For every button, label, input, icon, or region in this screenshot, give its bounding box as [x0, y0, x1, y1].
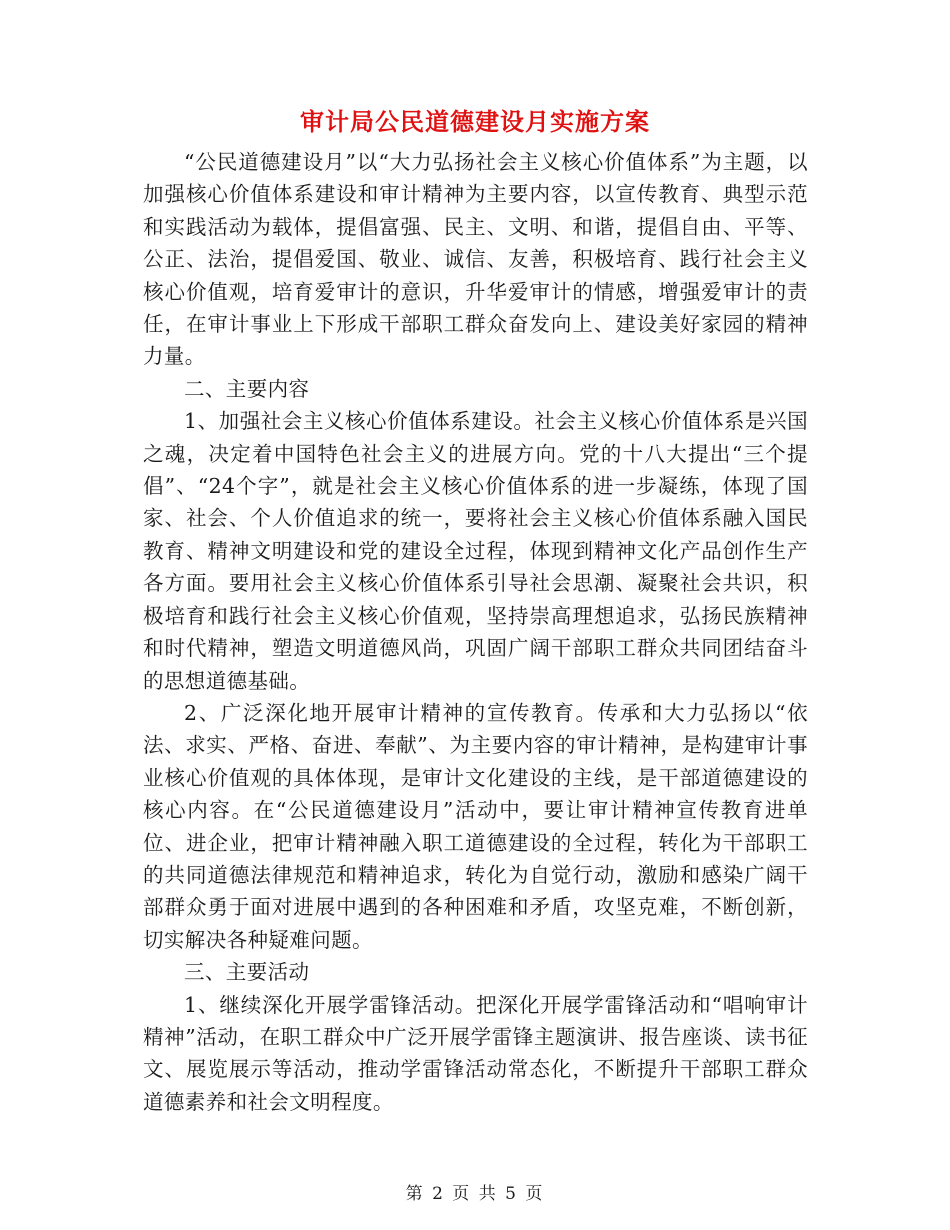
section-heading-main-activities: 三、主要活动 — [184, 960, 310, 985]
page-number-footer: 第 2 页 共 5 页 — [405, 1184, 545, 1204]
paragraph-core-values: 1、加强社会主义核心价值体系建设。社会主义核心价值体系是兴国之魂，决定着中国特色社会主义的进展方向。党的十八大提出“三个提倡”、“24个字”，就是社会主义核心价值体系的进一步凝练，体现了国家、社会、个人价值追求的统一，要将社会主义核心价值体系融入国民教育、精神文明建设和党的建设全过程，体现到精神文化产品创作生产各方面。要用社会主义核心价值体系引导社会思潮、凝聚社会共识，积极培育和践行社会主义核心价值观，坚持崇高理想追求，弘扬民族精神和时代精神，塑造文明道德风尚，巩固广阔干部职工群众共同团结奋斗的思想道德基础。 — [143, 409, 808, 693]
document-body — [143, 146, 808, 1118]
paragraph-intro: “公民道德建设月”以“大力弘扬社会主义核心价值体系”为主题，以加强核心价值体系建设和审计精神为主要内容，以宣传教育、典型示范和实践活动为载体，提倡富强、民主、文明、和谐，提倡自由、平等、公正、法治，提倡爱国、敬业、诚信、友善，积极培育、践行社会主义核心价值观，培育爱审计的意识，升华爱审计的情感，增强爱审计的责任，在审计事业上下形成干部职工群众奋发向上、建设美好家园的精神力量。 — [143, 150, 808, 369]
section-heading-main-content: 二、主要内容 — [184, 376, 310, 401]
paragraph-lei-feng: 1、继续深化开展学雷锋活动。把深化开展学雷锋活动和“唱响审计精神”活动，在职工群众中广泛开展学雷锋主题演讲、报告座谈、读书征文、展览展示等活动，推动学雷锋活动常态化，不断提升干部职工群众道德素养和社会文明程度。 — [143, 992, 808, 1114]
paragraph-audit-spirit: 2、广泛深化地开展审计精神的宣传教育。传承和大力弘扬以“依法、求实、严格、奋进、奉献”、为主要内容的审计精神，是构建审计事业核心价值观的具体体现，是审计文化建设的主线，是干部道德建设的核心内容。在“公民道德建设月”活动中，要让审计精神宣传教育进单位、进企业，把审计精神融入职工道德建设的全过程，转化为干部职工的共同道德法律规范和精神追求，转化为自觉行动，激励和感染广阔干部群众勇于面对进展中遇到的各种困难和矛盾，攻坚克难，不断创新，切实解决各种疑难问题。 — [143, 700, 808, 952]
document-title: 审计局公民道德建设月实施方案 — [300, 107, 650, 136]
